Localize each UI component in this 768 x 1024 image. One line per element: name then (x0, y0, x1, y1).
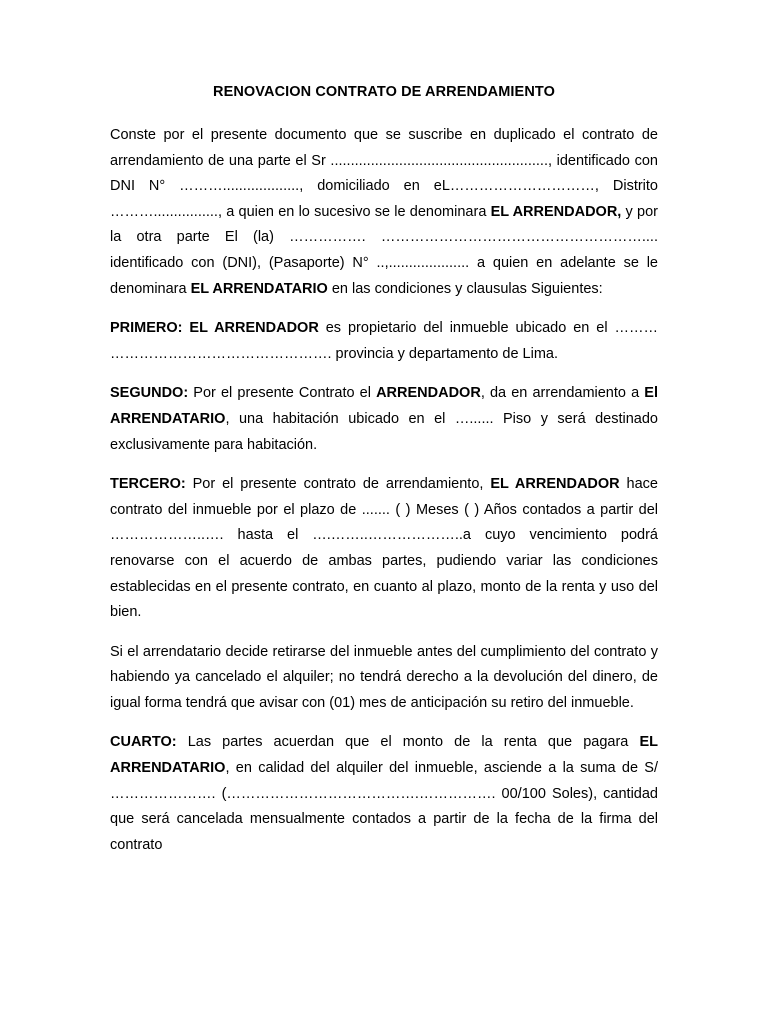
segundo-text-2: , da en arrendamiento a (480, 385, 645, 402)
cuarto-text-2: , en calidad del alquiler del inmueble, asciende a la suma de S/ …………………. (………………………………….……………. 00/100 Soles), cantidad que será cancelada mensualmente contados a partir de la fecha de la firma del contrato (110, 760, 658, 853)
segundo-clause (110, 381, 658, 458)
intro-text-3: en las condiciones y clausulas Siguientes: (327, 280, 603, 297)
segundo-arrendatario-bold: El ARRENDATARIO (110, 385, 658, 427)
cuarto-arrendatario-bold: EL ARRENDATARIO (110, 734, 658, 777)
segundo-heading: SEGUNDO: (110, 385, 189, 402)
tercero-text-1: Por el presente contrato de arrendamiento, (185, 476, 491, 493)
segundo-text-1: Por el presente Contrato el (188, 385, 377, 402)
tercero-text-2: hace contrato del inmueble por el plazo de ....... ( ) Meses ( ) Años contados a partir del ………………..…. hasta el ….……..………………..a cuyo vencimiento podrá renovarse con el acuerdo de ambas partes, pudiendo variar las condiciones establecidas en el presente contrato, en cuanto al plazo, monto de la renta y uso del bien. (110, 476, 658, 621)
document-title: RENOVACION CONTRATO DE ARRENDAMIENTO (213, 84, 555, 100)
tercero-heading: TERCERO: (110, 476, 186, 493)
segundo-text-3: , una habitación ubicado en el …...... Piso y será destinado exclusivamente para habitación. (110, 410, 658, 453)
intro-text-1: Conste por el presente documento que se suscribe en duplicado el contrato de arrendamiento de una parte el Sr ......................................................, identificado con DNI N° ………..................., domiciliado en eL…………………………, Distrito ………................, a quien en lo sucesivo se le denominara (110, 127, 658, 220)
intro-arrendatario-bold: EL ARRENDATARIO (190, 280, 328, 297)
intro-arrendador-bold: EL ARRENDADOR, (490, 203, 622, 220)
primero-text: es propietario del inmueble ubicado en el ……… ………………………………………. provincia y departamento de Lima. (110, 320, 658, 362)
retiro-paragraph (110, 640, 658, 717)
segundo-arrendador-bold: ARRENDADOR (376, 385, 481, 402)
primero-clause (110, 316, 658, 367)
retiro-text: Si el arrendatario decide retirarse del inmueble antes del cumplimiento del contrato y habiendo ya cancelado el alquiler; no tendrá derecho a la devolución del dinero, de igual forma tendrá que avisar con (01) mes de anticipación su retiro del inmueble. (110, 643, 658, 711)
cuarto-heading: CUARTO: (110, 734, 177, 751)
intro-text-2: y por la otra parte El (la) ……………. ……………………………………………….... identificado con (DNI), (Pasaporte) N° ..,.................... a quien en adelante se le denominara (110, 203, 658, 297)
cuarto-clause (110, 730, 658, 858)
intro-paragraph (110, 123, 658, 302)
cuarto-text-1: Las partes acuerdan que el monto de la renta que pagara (176, 734, 640, 751)
tercero-clause (110, 472, 658, 626)
primero-heading: PRIMERO: EL ARRENDADOR (110, 320, 319, 337)
tercero-arrendador-bold: EL ARRENDADOR (490, 476, 620, 493)
